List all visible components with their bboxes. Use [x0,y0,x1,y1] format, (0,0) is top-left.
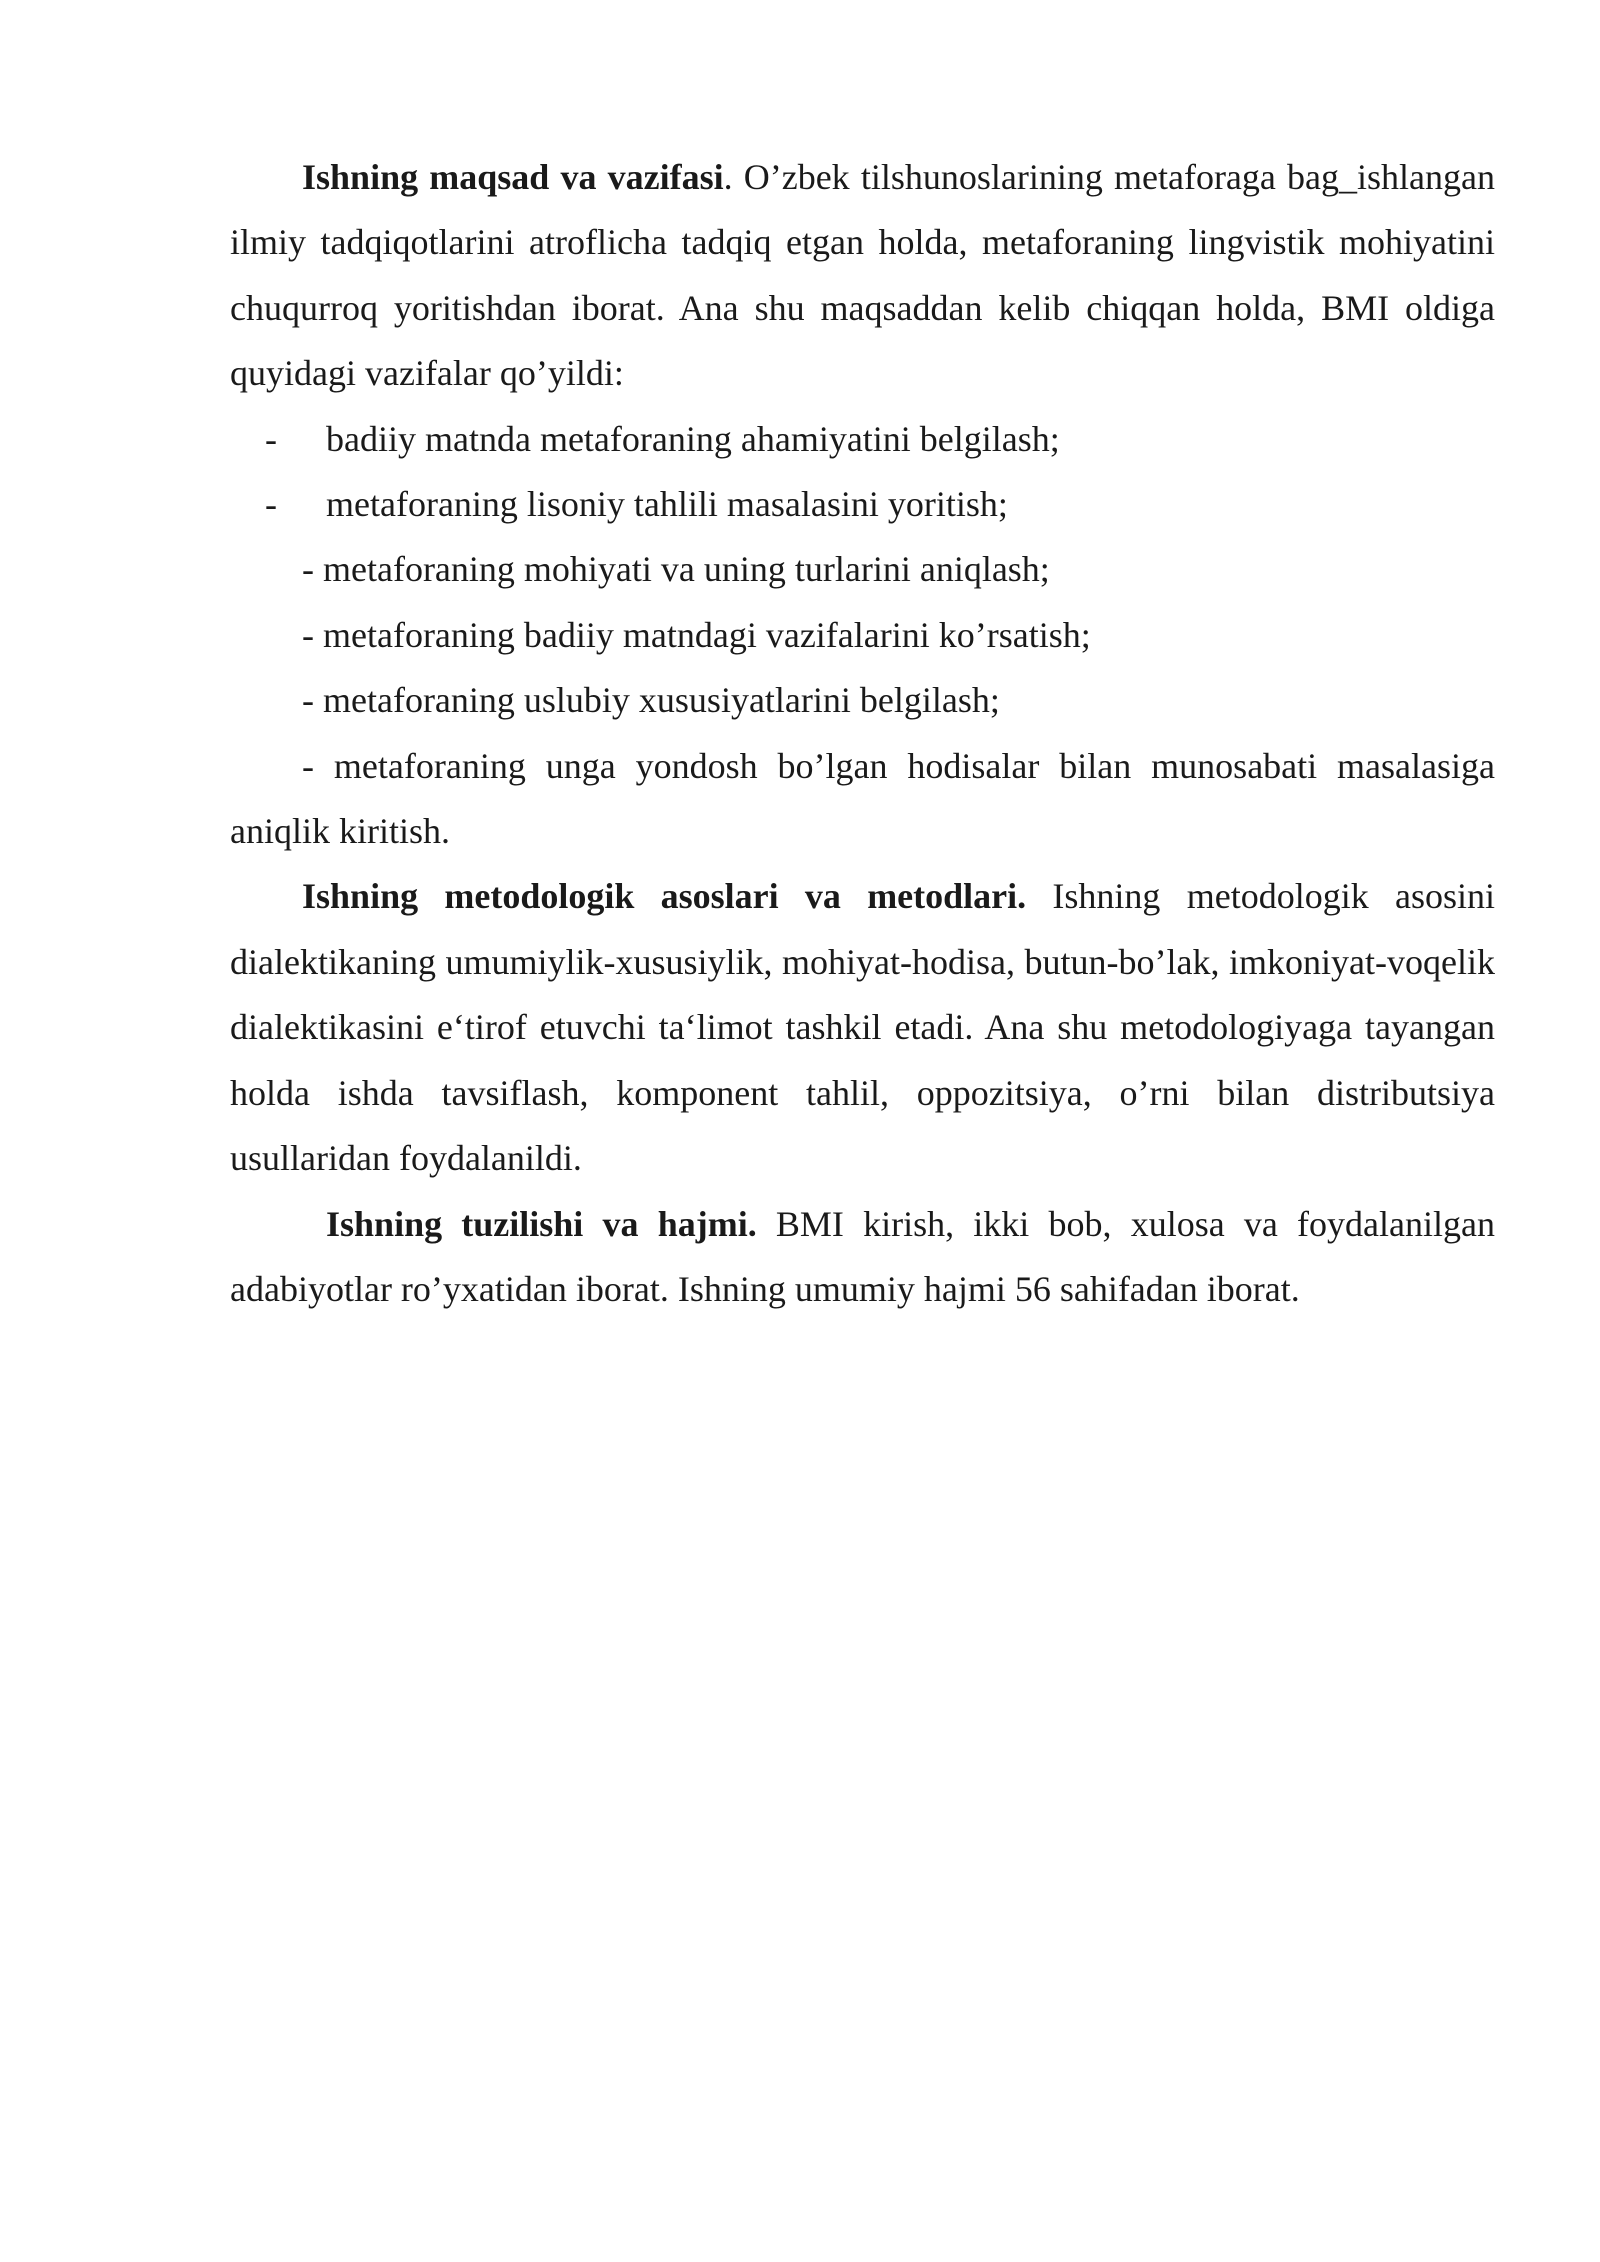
task-dash-item-1: - metaforaning mohiyati va uning turlarini aniqlash; [302,549,1050,590]
task-dash-item-4: - metaforaning unga yondosh bo’lgan hodisalar bilan munosabati masalasiga aniqlik kiritish. [230,745,1495,852]
document-body [230,145,1495,1322]
bullet-marker: - [265,484,277,525]
task-bullet-2-text: metaforaning lisoniy tahlili masalasini yoritish; [326,484,1008,525]
methodology-heading: Ishning metodologik asoslari va metodlari. [302,876,1027,917]
task-dash-item-3: - metaforaning uslubiy xususiyatlarini belgilash; [302,680,1000,721]
task-bullet-1-text: badiiy matnda metaforaning ahamiyatini belgilash; [326,418,1060,459]
task-bullet-2 [230,472,1495,537]
bullet-marker: - [265,418,277,459]
structure-text: BMI kirish, ikki bob, xulosa va foydalanilgan adabiyotlar ro’yxatidan iborat. Ishning umumiy hajmi 56 sahifadan iborat. [230,1203,1495,1309]
goal-text: O’zbek tilshunoslarining metaforaga bag_ishlangan ilmiy tadqiqotlarini atroflicha tadqiq etgan holda, metaforaning lingvistik mohiyatini chuqurroq yoritishdan iborat. Ana shu maqsaddan kelib chiqqan holda, BMI oldiga quyidagi vazifalar qo’yildi: [230,157,1495,394]
structure-paragraph [230,1192,1495,1323]
methodology-paragraph [230,864,1495,1191]
goal-heading-punct: . [723,157,733,197]
task-dash-item-2: - metaforaning badiiy matndagi vazifalarini ko’rsatish; [302,614,1091,655]
goal-heading: Ishning maqsad va vazifasi [302,157,724,197]
methodology-text: Ishning metodologik asosini dialektikaning umumiylik-xususiylik, mohiyat-hodisa, butun-bo’lak, imkoniyat-voqelik dialektikasini e‘tirof etuvchi ta‘limot tashkil etadi. Ana shu metodologiyaga tayangan holda ishda tavsiflash, komponent tahlil, oppozitsiya, o’rni bilan distributsiya usullaridan foydalanildi. [230,876,1495,1179]
task-bullet-1 [230,407,1495,472]
structure-heading: Ishning tuzilishi va hajmi. [326,1203,757,1244]
goal-paragraph [230,145,1495,407]
